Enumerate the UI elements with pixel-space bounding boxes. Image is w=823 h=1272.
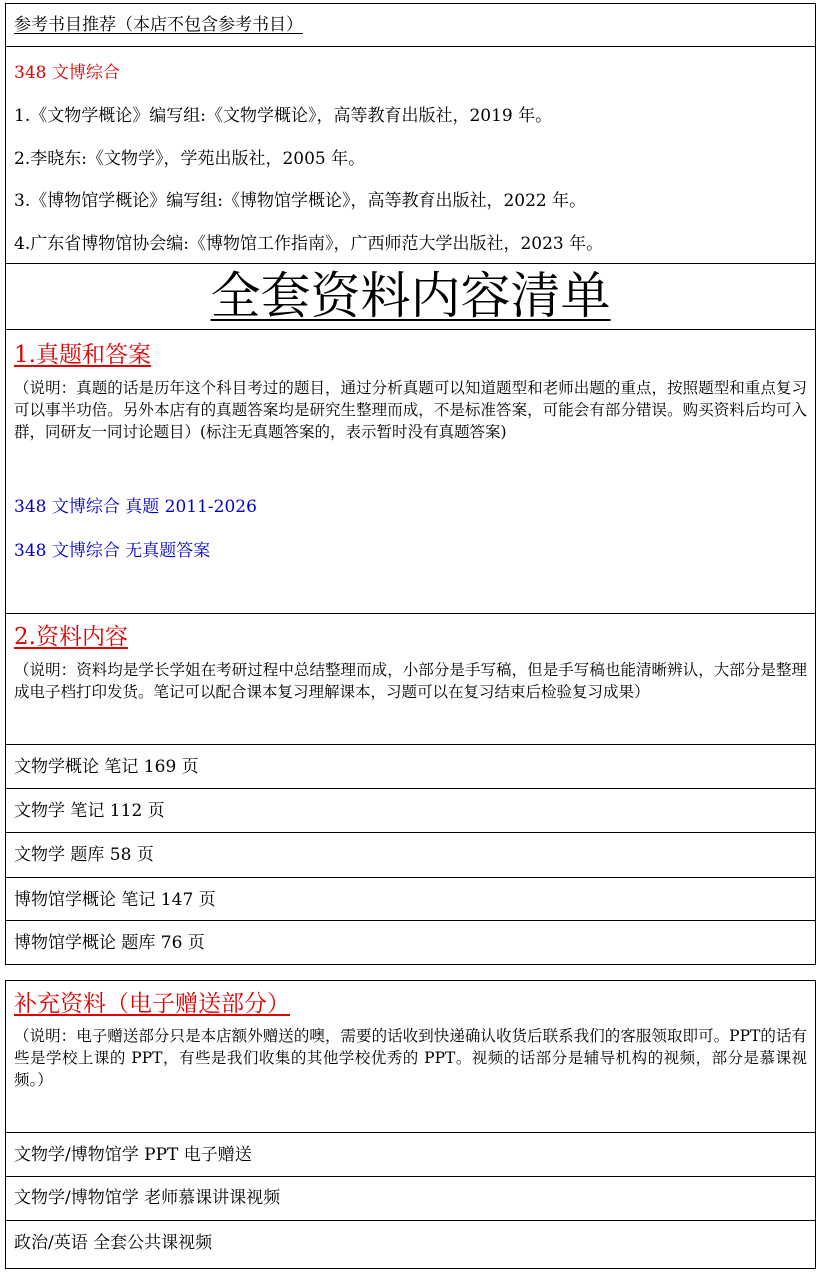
- item-label: 文物学/博物馆学 老师慕课讲课视频: [14, 1188, 281, 1208]
- main-title: 全套资料内容清单: [210, 267, 611, 325]
- section2-note: （说明：资料均是学长学姐在考研过程中总结整理而成，小部分是手写稿，但是手写稿也能清晰辨认，大部分是整理成电子档打印发货。笔记可以配合课本复习理解课本，习题可以在复习结束后检验复习成果）: [14, 661, 807, 701]
- item-label: 文物学概论 笔记 169 页: [14, 757, 199, 777]
- section1-line1: 348 文博综合 真题 2011-2026: [14, 497, 257, 517]
- ref-book-1: 1.《文物学概论》编写组:《文物学概论》，高等教育出版社，2019 年。: [14, 106, 553, 126]
- list-item: [6, 1177, 815, 1221]
- section3-row: [6, 981, 815, 1133]
- item-label: 政治/英语 全套公共课视频: [14, 1233, 213, 1253]
- item-label: 文物学/博物馆学 PPT 电子赠送: [14, 1145, 252, 1165]
- item-label: 博物馆学概论 笔记 147 页: [14, 890, 216, 910]
- supplement-table: [5, 980, 816, 1269]
- list-item: [6, 878, 815, 921]
- ref-book-3: 3.《博物馆学概论》编写组:《博物馆学概论》，高等教育出版社，2022 年。: [14, 191, 587, 211]
- ref-subject: 348 文博综合: [14, 63, 120, 83]
- section2-title: 2.资料内容: [14, 624, 128, 650]
- list-item: [6, 833, 815, 878]
- list-item: [6, 921, 815, 964]
- ref-books-row: [6, 47, 815, 264]
- main-title-row: [6, 264, 815, 330]
- item-label: 博物馆学概论 题库 76 页: [14, 933, 205, 953]
- materials-table: [5, 3, 816, 965]
- item-label: 文物学 笔记 112 页: [14, 801, 165, 821]
- section3-note: （说明：电子赠送部分只是本店额外赠送的噢，需要的话收到快递确认收货后联系我们的客服领取即可。PPT的话有些是学校上课的 PPT，有些是我们收集的其他学校优秀的 PPT。视频的话部分是辅导机构的视频，部分是慕课视频。）: [14, 1027, 807, 1089]
- section1-row: [6, 330, 815, 614]
- section1-note: （说明：真题的话是历年这个科目考过的题目，通过分析真题可以知道题型和老师出题的重点，按照题型和重点复习可以事半功倍。另外本店有的真题答案均是研究生整理而成，不是标准答案，可能会有部分错误。购买资料后均可入群，同研友一同讨论题目）(标注无真题答案的，表示暂时没有真题答案): [14, 379, 807, 441]
- list-item: [6, 745, 815, 789]
- section3-title: 补充资料（电子赠送部分）: [14, 991, 290, 1017]
- item-label: 文物学 题库 58 页: [14, 845, 154, 865]
- section1-title: 1.真题和答案: [14, 342, 151, 368]
- list-item: [6, 1133, 815, 1177]
- list-item: [6, 1221, 815, 1268]
- list-item: [6, 789, 815, 833]
- ref-header: 参考书目推荐（本店不包含参考书目）: [14, 15, 303, 35]
- ref-header-row: [6, 4, 815, 47]
- ref-book-4: 4.广东省博物馆协会编:《博物馆工作指南》，广西师范大学出版社，2023 年。: [14, 234, 604, 254]
- section2-row: [6, 614, 815, 745]
- ref-book-2: 2.李晓东:《文物学》，学苑出版社，2005 年。: [14, 149, 366, 169]
- section1-line2: 348 文博综合 无真题答案: [14, 541, 211, 561]
